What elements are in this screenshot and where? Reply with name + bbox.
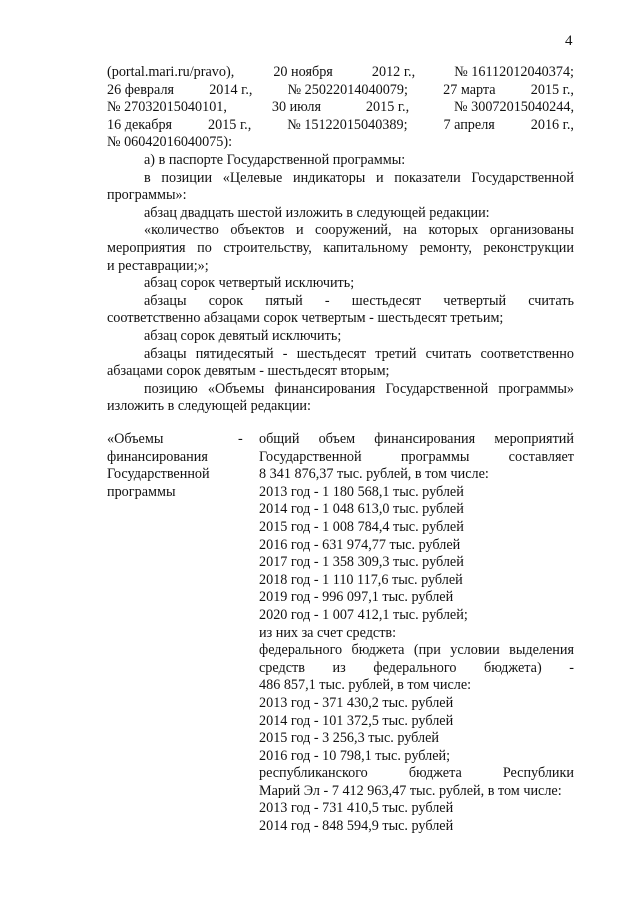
financing-label-line: программы <box>107 483 176 500</box>
citation-token: 2015 г., <box>208 116 252 133</box>
paragraph-line: абзац сорок четвертый исключить; <box>144 275 355 292</box>
citation-line <box>107 64 574 82</box>
citation-token: 27 марта <box>443 81 496 98</box>
financing-value-line: общий объем финансирования мероприятий <box>259 431 574 447</box>
financing-value-line: федерального бюджета (при условии выделения <box>259 642 574 659</box>
financing-value-line: 2013 год - 731 410,5 тыс. рублей <box>259 800 454 817</box>
intro-citations <box>107 64 574 152</box>
document-body <box>107 64 574 416</box>
citation-token: № 30072015040244, <box>454 99 574 116</box>
financing-value <box>259 431 574 836</box>
citation-token: № 25022014040079; <box>287 81 408 98</box>
paragraph-line: «количество объектов и сооружений, на которых организованы <box>144 222 574 239</box>
page-number: 4 <box>565 33 573 49</box>
paragraph-line: соответственно абзацами сорок четвертым - шестьдесят третьим; <box>107 310 504 327</box>
financing-label <box>107 431 257 501</box>
citation-line <box>107 82 574 100</box>
paragraph-line: абзацами сорок девятым - шестьдесят вторым; <box>107 363 390 380</box>
financing-value-line: Государственной программы составляет <box>259 448 574 465</box>
financing-value-line: из них за счет средств: <box>259 624 397 641</box>
citation-token: № 15122015040389; <box>287 116 408 133</box>
paragraph-line: а) в паспорте Государственной программы: <box>144 151 406 168</box>
financing-value-line: Марий Эл - 7 412 963,47 тыс. рублей, в том числе: <box>259 782 562 799</box>
citation-token: 30 июля <box>271 99 322 116</box>
paragraph-line: абзацы сорок пятый - шестьдесят четвертый считать <box>144 292 574 309</box>
financing-value-line: 2015 год - 1 008 784,4 тыс. рублей <box>259 518 464 535</box>
citation-line <box>107 134 574 152</box>
amendment-text <box>107 152 574 416</box>
financing-value-line: 2014 год - 101 372,5 тыс. рублей <box>259 712 454 729</box>
citation-token: 20 ноября <box>273 64 333 80</box>
paragraph-line: абзац двадцать шестой изложить в следующей редакции: <box>144 204 490 221</box>
financing-value-line: республиканского бюджета Республики <box>259 765 574 782</box>
citation-token: № 16112012040374; <box>454 64 574 80</box>
financing-label-line: Государственной <box>107 466 210 483</box>
financing-value-line: средств из федерального бюджета) - <box>259 659 574 676</box>
paragraph-line: позицию «Объемы финансирования Государственной программы» <box>144 380 574 397</box>
financing-value-line: 2020 год - 1 007 412,1 тыс. рублей; <box>259 606 468 623</box>
financing-value-line: 2014 год - 848 594,9 тыс. рублей <box>259 818 454 835</box>
paragraph-line: абзац сорок девятый исключить; <box>144 327 342 344</box>
citation-token: 7 апреля <box>443 116 495 133</box>
citation-token: 2014 г., <box>209 81 253 98</box>
citation-token: № 06042016040075): <box>107 134 233 151</box>
citation-line <box>107 117 574 135</box>
financing-value-line: 486 857,1 тыс. рублей, в том числе: <box>259 677 472 694</box>
paragraph-line: программы»: <box>107 187 187 204</box>
financing-value-line: 2017 год - 1 358 309,3 тыс. рублей <box>259 554 464 571</box>
financing-value-line: 8 341 876,37 тыс. рублей, в том числе: <box>259 466 489 483</box>
financing-value-line: 2015 год - 3 256,3 тыс. рублей <box>259 730 439 747</box>
financing-dash: - <box>238 431 243 447</box>
financing-value-line: 2016 год - 631 974,77 тыс. рублей <box>259 536 461 553</box>
financing-label-line: «Объемы <box>107 431 164 447</box>
financing-value-line: 2013 год - 371 430,2 тыс. рублей <box>259 694 454 711</box>
paragraph-line: абзацы пятидесятый - шестьдесят третий считать соответственно <box>144 345 574 362</box>
citation-token: 2012 г., <box>371 64 416 80</box>
financing-value-line: 2019 год - 996 097,1 тыс. рублей <box>259 589 454 606</box>
financing-label-line: финансирования <box>107 448 208 465</box>
citation-token: 2016 г., <box>530 116 574 133</box>
citation-token: 16 декабря <box>107 116 173 133</box>
paragraph-line: мероприятия по строительству, капитальному ремонту, реконструкции <box>107 239 574 256</box>
citation-token: 2015 г., <box>530 81 574 98</box>
citation-token: 2015 г., <box>365 99 410 116</box>
financing-value-line: 2013 год - 1 180 568,1 тыс. рублей <box>259 483 464 500</box>
financing-value-line: 2014 год - 1 048 613,0 тыс. рублей <box>259 501 464 518</box>
citation-token: (portal.mari.ru/pravo), <box>107 64 235 80</box>
citation-token: 26 февраля <box>107 81 175 98</box>
citation-token: № 27032015040101, <box>107 99 227 116</box>
paragraph-line: изложить в следующей редакции: <box>107 398 311 415</box>
financing-value-line: 2016 год - 10 798,1 тыс. рублей; <box>259 747 451 764</box>
paragraph-line: в позиции «Целевые индикаторы и показатели Государственной <box>144 169 574 186</box>
paragraph-line: и реставрации;»; <box>107 257 209 274</box>
citation-line <box>107 99 574 117</box>
financing-value-line: 2018 год - 1 110 117,6 тыс. рублей <box>259 571 463 588</box>
